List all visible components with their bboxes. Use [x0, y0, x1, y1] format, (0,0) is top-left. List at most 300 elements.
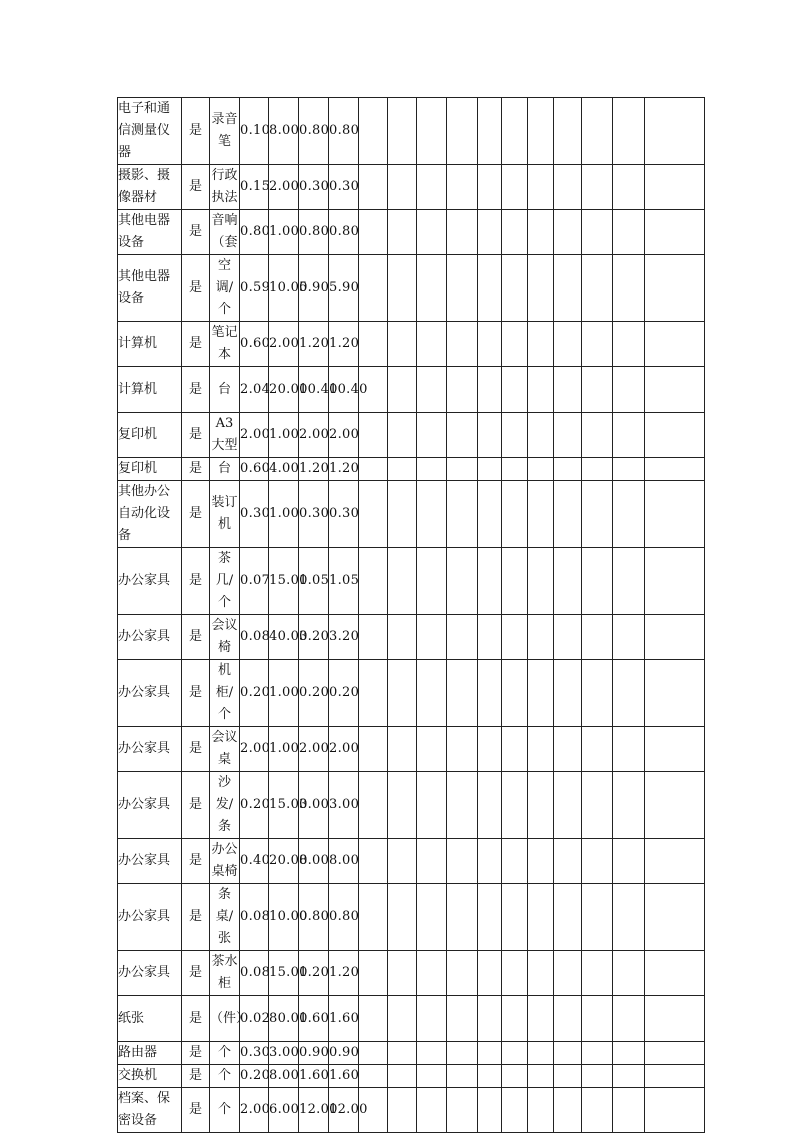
flag-cell: 是 — [182, 1042, 210, 1065]
empty-cell — [478, 1088, 502, 1133]
empty-cell — [359, 1042, 388, 1065]
empty-cell — [645, 210, 705, 255]
table-row — [118, 772, 705, 839]
quantity-cell: 10.00 — [269, 255, 299, 322]
table-row — [118, 660, 705, 727]
table-row — [118, 367, 705, 413]
total-2-cell: 1.20 — [329, 322, 359, 367]
empty-cell — [417, 727, 447, 772]
empty-cell — [388, 1088, 417, 1133]
empty-cell — [359, 727, 388, 772]
empty-cell — [359, 255, 388, 322]
item-name-cell: 纸张 — [118, 996, 182, 1042]
empty-cell — [613, 839, 645, 884]
total-2-cell: 8.00 — [329, 839, 359, 884]
total-cell: 1.20 — [299, 458, 329, 481]
empty-cell — [388, 548, 417, 615]
empty-cell — [645, 165, 705, 210]
empty-cell — [502, 839, 528, 884]
total-cell: 0.80 — [299, 884, 329, 951]
empty-cell — [554, 1042, 582, 1065]
quantity-cell: 15.00 — [269, 548, 299, 615]
empty-cell — [613, 951, 645, 996]
empty-cell — [502, 660, 528, 727]
empty-cell — [478, 772, 502, 839]
empty-cell — [645, 98, 705, 165]
unit-cell: 台 — [210, 458, 240, 481]
empty-cell — [554, 884, 582, 951]
procurement-table — [117, 97, 705, 1133]
quantity-cell: 1.00 — [269, 481, 299, 548]
table-row — [118, 884, 705, 951]
empty-cell — [613, 884, 645, 951]
quantity-cell: 15.00 — [269, 772, 299, 839]
quantity-cell: 2.00 — [269, 322, 299, 367]
price-cell: 0.60 — [240, 322, 269, 367]
empty-cell — [502, 255, 528, 322]
empty-cell — [359, 615, 388, 660]
unit-cell: 笔记本 — [210, 322, 240, 367]
price-cell: 2.04 — [240, 367, 269, 413]
item-name-cell: 摄影、摄像器材 — [118, 165, 182, 210]
empty-cell — [645, 615, 705, 660]
empty-cell — [388, 660, 417, 727]
empty-cell — [554, 458, 582, 481]
total-cell: 3.00 — [299, 772, 329, 839]
unit-cell: 茶水柜 — [210, 951, 240, 996]
empty-cell — [528, 367, 554, 413]
empty-cell — [502, 322, 528, 367]
empty-cell — [613, 210, 645, 255]
table-row — [118, 98, 705, 165]
unit-cell: 机柜/个 — [210, 660, 240, 727]
item-name-cell: 办公家具 — [118, 615, 182, 660]
empty-cell — [613, 615, 645, 660]
empty-cell — [388, 165, 417, 210]
empty-cell — [478, 98, 502, 165]
empty-cell — [554, 951, 582, 996]
empty-cell — [645, 727, 705, 772]
price-cell: 0.10 — [240, 98, 269, 165]
item-name-cell: 其他电器设备 — [118, 210, 182, 255]
empty-cell — [502, 481, 528, 548]
table-row — [118, 548, 705, 615]
empty-cell — [478, 839, 502, 884]
empty-cell — [554, 255, 582, 322]
empty-cell — [502, 615, 528, 660]
empty-cell — [613, 165, 645, 210]
unit-cell: A3大型 — [210, 413, 240, 458]
empty-cell — [478, 951, 502, 996]
empty-cell — [359, 1065, 388, 1088]
flag-cell: 是 — [182, 727, 210, 772]
empty-cell — [613, 1088, 645, 1133]
total-cell: 0.90 — [299, 1042, 329, 1065]
empty-cell — [447, 1065, 478, 1088]
empty-cell — [417, 660, 447, 727]
price-cell: 0.08 — [240, 951, 269, 996]
table-row — [118, 951, 705, 996]
empty-cell — [582, 884, 613, 951]
empty-cell — [417, 615, 447, 660]
flag-cell: 是 — [182, 548, 210, 615]
unit-cell: 台 — [210, 367, 240, 413]
total-2-cell: 1.05 — [329, 548, 359, 615]
empty-cell — [645, 884, 705, 951]
unit-cell: 装订机 — [210, 481, 240, 548]
item-name-cell: 电子和通信测量仪器 — [118, 98, 182, 165]
table-row — [118, 165, 705, 210]
empty-cell — [613, 98, 645, 165]
empty-cell — [582, 1042, 613, 1065]
empty-cell — [388, 210, 417, 255]
empty-cell — [447, 481, 478, 548]
empty-cell — [528, 772, 554, 839]
flag-cell: 是 — [182, 839, 210, 884]
unit-cell: 个 — [210, 1065, 240, 1088]
item-name-cell: 计算机 — [118, 367, 182, 413]
empty-cell — [502, 458, 528, 481]
empty-cell — [645, 1088, 705, 1133]
empty-cell — [645, 481, 705, 548]
empty-cell — [645, 255, 705, 322]
empty-cell — [388, 772, 417, 839]
quantity-cell: 3.00 — [269, 1042, 299, 1065]
flag-cell: 是 — [182, 458, 210, 481]
table-row — [118, 996, 705, 1042]
empty-cell — [388, 884, 417, 951]
total-2-cell: 0.20 — [329, 660, 359, 727]
empty-cell — [528, 727, 554, 772]
table-row — [118, 615, 705, 660]
quantity-cell: 1.00 — [269, 210, 299, 255]
empty-cell — [359, 660, 388, 727]
empty-cell — [417, 98, 447, 165]
empty-cell — [528, 413, 554, 458]
empty-cell — [359, 951, 388, 996]
total-cell: 1.05 — [299, 548, 329, 615]
quantity-cell: 4.00 — [269, 458, 299, 481]
item-name-cell: 其他办公自动化设备 — [118, 481, 182, 548]
flag-cell: 是 — [182, 413, 210, 458]
empty-cell — [613, 1065, 645, 1088]
empty-cell — [502, 727, 528, 772]
table-row — [118, 322, 705, 367]
empty-cell — [582, 481, 613, 548]
total-2-cell: 1.60 — [329, 1065, 359, 1088]
empty-cell — [447, 1042, 478, 1065]
empty-cell — [528, 98, 554, 165]
unit-cell: 个 — [210, 1088, 240, 1133]
empty-cell — [388, 413, 417, 458]
empty-cell — [359, 458, 388, 481]
empty-cell — [645, 458, 705, 481]
total-cell: 5.90 — [299, 255, 329, 322]
empty-cell — [447, 772, 478, 839]
empty-cell — [478, 1065, 502, 1088]
flag-cell: 是 — [182, 481, 210, 548]
total-cell: 10.40 — [299, 367, 329, 413]
unit-cell: 茶几/个 — [210, 548, 240, 615]
item-name-cell: 路由器 — [118, 1042, 182, 1065]
price-cell: 2.00 — [240, 727, 269, 772]
quantity-cell: 40.00 — [269, 615, 299, 660]
empty-cell — [417, 884, 447, 951]
empty-cell — [359, 210, 388, 255]
empty-cell — [554, 660, 582, 727]
empty-cell — [478, 996, 502, 1042]
empty-cell — [645, 1065, 705, 1088]
total-cell: 8.00 — [299, 839, 329, 884]
empty-cell — [359, 884, 388, 951]
empty-cell — [447, 367, 478, 413]
empty-cell — [388, 322, 417, 367]
empty-cell — [359, 413, 388, 458]
empty-cell — [528, 884, 554, 951]
unit-cell: 会议椅 — [210, 615, 240, 660]
unit-cell: 会议桌 — [210, 727, 240, 772]
empty-cell — [388, 615, 417, 660]
empty-cell — [417, 1065, 447, 1088]
empty-cell — [417, 413, 447, 458]
total-cell: 3.20 — [299, 615, 329, 660]
empty-cell — [502, 413, 528, 458]
empty-cell — [554, 322, 582, 367]
empty-cell — [502, 996, 528, 1042]
empty-cell — [502, 951, 528, 996]
quantity-cell: 20.00 — [269, 367, 299, 413]
quantity-cell: 2.00 — [269, 165, 299, 210]
item-name-cell: 复印机 — [118, 458, 182, 481]
empty-cell — [528, 839, 554, 884]
empty-cell — [582, 413, 613, 458]
empty-cell — [645, 548, 705, 615]
empty-cell — [528, 996, 554, 1042]
price-cell: 0.80 — [240, 210, 269, 255]
empty-cell — [388, 996, 417, 1042]
unit-cell: 条桌/张 — [210, 884, 240, 951]
empty-cell — [417, 1042, 447, 1065]
price-cell: 0.20 — [240, 772, 269, 839]
empty-cell — [478, 1042, 502, 1065]
empty-cell — [359, 839, 388, 884]
empty-cell — [554, 210, 582, 255]
price-cell: 0.15 — [240, 165, 269, 210]
table-row — [118, 458, 705, 481]
empty-cell — [478, 322, 502, 367]
empty-cell — [478, 727, 502, 772]
flag-cell: 是 — [182, 210, 210, 255]
table-row — [118, 1065, 705, 1088]
table-row — [118, 210, 705, 255]
empty-cell — [582, 772, 613, 839]
empty-cell — [502, 884, 528, 951]
empty-cell — [528, 255, 554, 322]
empty-cell — [582, 996, 613, 1042]
empty-cell — [554, 772, 582, 839]
total-cell: 0.30 — [299, 165, 329, 210]
total-2-cell: 2.00 — [329, 727, 359, 772]
empty-cell — [528, 660, 554, 727]
empty-cell — [359, 165, 388, 210]
empty-cell — [645, 839, 705, 884]
empty-cell — [554, 615, 582, 660]
unit-cell: 个 — [210, 1042, 240, 1065]
empty-cell — [613, 772, 645, 839]
empty-cell — [645, 996, 705, 1042]
price-cell: 0.07 — [240, 548, 269, 615]
item-name-cell: 办公家具 — [118, 772, 182, 839]
empty-cell — [554, 413, 582, 458]
total-2-cell: 0.30 — [329, 165, 359, 210]
flag-cell: 是 — [182, 772, 210, 839]
item-name-cell: 办公家具 — [118, 839, 182, 884]
empty-cell — [478, 367, 502, 413]
empty-cell — [645, 951, 705, 996]
empty-cell — [417, 458, 447, 481]
empty-cell — [388, 727, 417, 772]
flag-cell: 是 — [182, 1065, 210, 1088]
empty-cell — [502, 210, 528, 255]
flag-cell: 是 — [182, 255, 210, 322]
empty-cell — [388, 458, 417, 481]
unit-cell: 音响（套 — [210, 210, 240, 255]
empty-cell — [582, 367, 613, 413]
empty-cell — [528, 548, 554, 615]
empty-cell — [388, 951, 417, 996]
empty-cell — [417, 839, 447, 884]
item-name-cell: 办公家具 — [118, 884, 182, 951]
unit-cell: 办公桌椅 — [210, 839, 240, 884]
total-2-cell: 1.60 — [329, 996, 359, 1042]
quantity-cell: 1.00 — [269, 413, 299, 458]
empty-cell — [528, 458, 554, 481]
price-cell: 0.30 — [240, 1042, 269, 1065]
table-row — [118, 1042, 705, 1065]
item-name-cell: 档案、保密设备 — [118, 1088, 182, 1133]
quantity-cell: 15.00 — [269, 951, 299, 996]
empty-cell — [388, 255, 417, 322]
quantity-cell: 1.00 — [269, 727, 299, 772]
price-cell: 0.30 — [240, 481, 269, 548]
total-2-cell: 10.40 — [329, 367, 359, 413]
quantity-cell: 20.00 — [269, 839, 299, 884]
price-cell: 0.20 — [240, 1065, 269, 1088]
empty-cell — [582, 98, 613, 165]
empty-cell — [613, 458, 645, 481]
table-row — [118, 839, 705, 884]
empty-cell — [359, 996, 388, 1042]
empty-cell — [582, 210, 613, 255]
total-cell: 12.00 — [299, 1088, 329, 1133]
total-2-cell: 0.30 — [329, 481, 359, 548]
total-cell: 0.80 — [299, 98, 329, 165]
empty-cell — [447, 210, 478, 255]
quantity-cell: 6.00 — [269, 1088, 299, 1133]
empty-cell — [417, 255, 447, 322]
empty-cell — [528, 1065, 554, 1088]
flag-cell: 是 — [182, 322, 210, 367]
empty-cell — [613, 481, 645, 548]
empty-cell — [478, 458, 502, 481]
empty-cell — [447, 660, 478, 727]
empty-cell — [478, 615, 502, 660]
item-name-cell: 其他电器设备 — [118, 255, 182, 322]
table-row — [118, 255, 705, 322]
item-name-cell: 交换机 — [118, 1065, 182, 1088]
price-cell: 0.08 — [240, 884, 269, 951]
quantity-cell: 10.00 — [269, 884, 299, 951]
empty-cell — [388, 481, 417, 548]
empty-cell — [417, 951, 447, 996]
price-cell: 2.00 — [240, 1088, 269, 1133]
empty-cell — [417, 1088, 447, 1133]
empty-cell — [528, 210, 554, 255]
empty-cell — [478, 660, 502, 727]
empty-cell — [613, 727, 645, 772]
total-cell: 2.00 — [299, 727, 329, 772]
empty-cell — [447, 1088, 478, 1133]
empty-cell — [502, 548, 528, 615]
flag-cell: 是 — [182, 951, 210, 996]
total-2-cell: 3.20 — [329, 615, 359, 660]
empty-cell — [528, 481, 554, 548]
price-cell: 0.60 — [240, 458, 269, 481]
empty-cell — [613, 996, 645, 1042]
empty-cell — [582, 1088, 613, 1133]
flag-cell: 是 — [182, 98, 210, 165]
empty-cell — [359, 548, 388, 615]
total-2-cell: 1.20 — [329, 951, 359, 996]
flag-cell: 是 — [182, 996, 210, 1042]
flag-cell: 是 — [182, 884, 210, 951]
empty-cell — [554, 367, 582, 413]
empty-cell — [582, 165, 613, 210]
empty-cell — [359, 772, 388, 839]
total-2-cell: 0.90 — [329, 1042, 359, 1065]
price-cell: 0.02 — [240, 996, 269, 1042]
item-name-cell: 办公家具 — [118, 727, 182, 772]
total-cell: 1.60 — [299, 996, 329, 1042]
item-name-cell: 办公家具 — [118, 660, 182, 727]
empty-cell — [554, 1065, 582, 1088]
empty-cell — [478, 210, 502, 255]
total-2-cell: 2.00 — [329, 413, 359, 458]
empty-cell — [528, 1088, 554, 1133]
empty-cell — [582, 458, 613, 481]
item-name-cell: 复印机 — [118, 413, 182, 458]
empty-cell — [645, 772, 705, 839]
empty-cell — [554, 98, 582, 165]
empty-cell — [478, 884, 502, 951]
empty-cell — [478, 413, 502, 458]
empty-cell — [417, 481, 447, 548]
empty-cell — [447, 255, 478, 322]
empty-cell — [417, 165, 447, 210]
empty-cell — [582, 660, 613, 727]
empty-cell — [582, 1065, 613, 1088]
empty-cell — [645, 367, 705, 413]
quantity-cell: 1.00 — [269, 660, 299, 727]
table-row — [118, 1088, 705, 1133]
empty-cell — [554, 727, 582, 772]
empty-cell — [613, 322, 645, 367]
empty-cell — [417, 210, 447, 255]
unit-cell: 空调/个 — [210, 255, 240, 322]
empty-cell — [388, 1042, 417, 1065]
empty-cell — [554, 481, 582, 548]
empty-cell — [447, 322, 478, 367]
